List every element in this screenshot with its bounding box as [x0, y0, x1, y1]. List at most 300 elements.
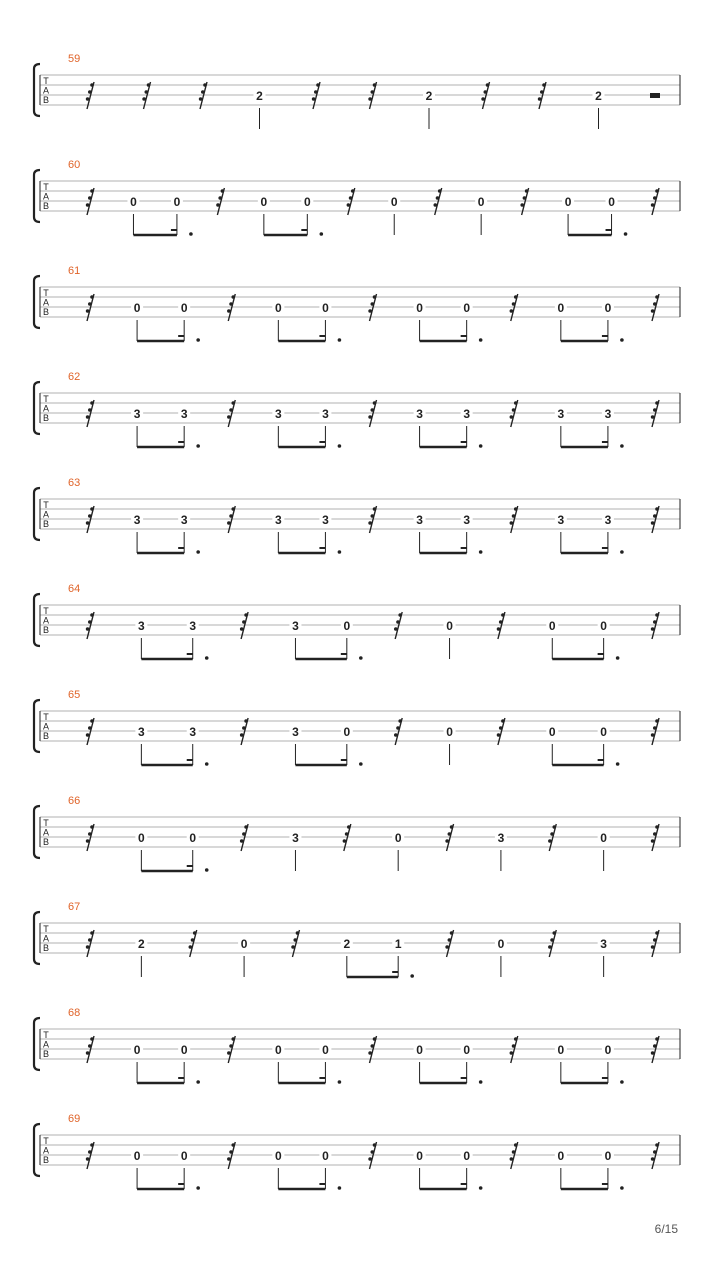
measure-number: 68: [68, 1007, 81, 1019]
rest-flag-dot: [244, 719, 248, 723]
fret-number: 0: [133, 1149, 141, 1163]
rest-flag-dot: [296, 931, 300, 935]
fret-number: 2: [256, 89, 263, 103]
rest-flag-dot: [651, 945, 655, 949]
rest-flag-dot: [229, 514, 233, 518]
measure-number: 64: [68, 583, 81, 595]
rest-flag-dot: [653, 1150, 657, 1154]
fret-number: 0: [446, 725, 453, 739]
system-bracket: [34, 806, 40, 858]
rest-flag-dot: [314, 90, 318, 94]
rest-flag-dot: [368, 415, 372, 419]
fret-number: 0: [548, 619, 556, 633]
rest-flag-dot: [497, 627, 501, 631]
fret-number: 0: [497, 937, 505, 951]
rest-flag-dot: [655, 719, 659, 723]
fret-number: 0: [274, 301, 282, 315]
tab-clef-letter: A: [42, 827, 50, 838]
rest-flag-dot: [450, 931, 454, 935]
rest-flag-dot: [510, 1157, 514, 1161]
rest-flag-dot: [394, 733, 398, 737]
rest-flag-dot: [499, 620, 503, 624]
rest-flag-dot: [512, 1044, 516, 1048]
tab-clef-letter: B: [42, 519, 50, 529]
fret-number: 0: [557, 1149, 565, 1163]
rest-flag-dot: [371, 514, 375, 518]
rest-flag-dot: [653, 726, 657, 730]
fret-number: 0: [260, 195, 268, 209]
fret-number: 0: [463, 1149, 471, 1163]
rest-flag-dot: [481, 97, 485, 101]
fret-number: 1: [394, 937, 402, 951]
rest-flag-dot: [349, 196, 353, 200]
fret-number: 0: [180, 1043, 188, 1057]
rest-flag-dot: [368, 1157, 372, 1161]
rest-flag-dot: [371, 408, 375, 412]
duration-dot: [624, 232, 628, 236]
rest-flag-dot: [199, 97, 203, 101]
duration-dot: [338, 338, 342, 342]
duration-dot: [189, 232, 193, 236]
tab-clef-letter: T: [43, 288, 49, 298]
fret-number: 3: [189, 619, 197, 633]
rest-flag-dot: [653, 1044, 657, 1048]
rest-flag-dot: [88, 196, 92, 200]
system-bracket: [34, 700, 40, 752]
rest-flag-dot: [371, 90, 375, 94]
rest-flag-dot: [88, 620, 92, 624]
tab-clef-letter: A: [42, 933, 50, 944]
rest-flag-dot: [221, 189, 225, 193]
tab-clef-letter: B: [42, 307, 50, 317]
rest-flag-dot: [231, 295, 235, 299]
fret-number: 3: [604, 513, 612, 527]
rest-flag-dot: [227, 1051, 231, 1055]
rest-flag-dot: [398, 719, 402, 723]
rest-flag-dot: [514, 507, 518, 511]
rest-flag-dot: [345, 832, 349, 836]
fret-number: 0: [564, 195, 572, 209]
rest-flag-dot: [88, 302, 92, 306]
rest-flag-dot: [445, 839, 449, 843]
rest-flag-dot: [201, 90, 205, 94]
rest-flag-dot: [227, 309, 231, 313]
fret-number: 0: [180, 301, 188, 315]
fret-number: 3: [292, 619, 299, 633]
system-bracket: [34, 276, 40, 328]
measure-number: 67: [68, 901, 81, 913]
rest-flag-dot: [90, 189, 94, 193]
rest-flag-dot: [373, 1037, 377, 1041]
rest-flag-dot: [394, 627, 398, 631]
rest-flag-dot: [88, 514, 92, 518]
tab-clef-letter: B: [42, 625, 50, 635]
measure-number: 69: [68, 1113, 81, 1125]
measure-number: 61: [68, 265, 81, 277]
rest-flag-dot: [548, 839, 552, 843]
duration-dot: [338, 550, 342, 554]
rest-flag-dot: [497, 733, 501, 737]
duration-dot: [196, 338, 200, 342]
rest-flag-dot: [501, 613, 505, 617]
rest-flag-dot: [651, 733, 655, 737]
system-bracket: [34, 594, 40, 646]
fret-number: 0: [604, 301, 612, 315]
rest-flag-dot: [368, 97, 372, 101]
fret-number: 2: [138, 937, 145, 951]
fret-number: 0: [133, 1043, 141, 1057]
fret-number: 3: [138, 619, 145, 633]
rest-flag-dot: [653, 196, 657, 200]
page-number: 6/15: [654, 1222, 678, 1236]
rest-flag-dot: [347, 203, 351, 207]
tab-clef-letter: B: [42, 837, 50, 847]
rest-flag-dot: [88, 832, 92, 836]
fret-number: 3: [292, 725, 299, 739]
rest-flag-dot: [653, 408, 657, 412]
rest-flag-dot: [398, 613, 402, 617]
rest-flag-dot: [499, 726, 503, 730]
fret-number: 3: [463, 407, 471, 421]
rest-flag-dot: [436, 196, 440, 200]
rest-flag-dot: [229, 302, 233, 306]
rest-flag-dot: [242, 620, 246, 624]
rest-flag-dot: [231, 401, 235, 405]
rest-flag-dot: [514, 401, 518, 405]
rest-flag-dot: [510, 309, 514, 313]
fret-number: 0: [322, 301, 329, 315]
fret-number: 3: [557, 407, 565, 421]
rest-flag-dot: [655, 613, 659, 617]
fret-number: 0: [343, 619, 351, 633]
rest-flag-dot: [227, 415, 231, 419]
tab-clef-letter: B: [42, 731, 50, 741]
rest-flag-dot: [373, 401, 377, 405]
rest-flag-dot: [501, 719, 505, 723]
duration-dot: [359, 656, 363, 660]
fret-number: 3: [497, 831, 505, 845]
fret-number: 2: [595, 89, 602, 103]
tab-clef-letter: T: [43, 182, 49, 192]
rest-flag-dot: [242, 832, 246, 836]
tab-clef-letter: B: [42, 1049, 50, 1059]
rest-flag-dot: [373, 295, 377, 299]
fret-number: 0: [604, 1043, 612, 1057]
tab-clef-letter: A: [42, 1145, 50, 1156]
rest-flag-dot: [347, 825, 351, 829]
tab-clef-letter: B: [42, 201, 50, 211]
rest-flag-dot: [368, 309, 372, 313]
measure-number: 62: [68, 371, 81, 383]
rest-flag-dot: [90, 1037, 94, 1041]
rest-flag-dot: [293, 938, 297, 942]
rest-flag-dot: [343, 839, 347, 843]
duration-dot: [620, 550, 624, 554]
rest-flag-dot: [90, 401, 94, 405]
fret-number: 0: [463, 1043, 471, 1057]
rest-flag-dot: [90, 295, 94, 299]
fret-number: 2: [343, 937, 351, 951]
rest-flag-dot: [88, 1044, 92, 1048]
rest-flag-dot: [548, 945, 552, 949]
rest-flag-dot: [653, 302, 657, 306]
measure-number: 60: [68, 159, 81, 171]
duration-dot: [616, 762, 620, 766]
duration-dot: [620, 1186, 624, 1190]
fret-number: 0: [322, 1043, 329, 1057]
fret-number: 3: [180, 513, 188, 527]
tab-clef-letter: A: [42, 191, 50, 202]
duration-dot: [196, 1186, 200, 1190]
rest-flag-dot: [86, 627, 90, 631]
rest-flag-dot: [193, 931, 197, 935]
fret-number: 0: [548, 725, 556, 739]
duration-dot: [359, 762, 363, 766]
duration-dot: [205, 656, 209, 660]
rest-flag-dot: [538, 97, 542, 101]
rest-flag-dot: [651, 415, 655, 419]
fret-number: 0: [390, 195, 398, 209]
fret-number: 0: [322, 1149, 329, 1163]
rest-flag-dot: [655, 295, 659, 299]
fret-number: 0: [274, 1149, 282, 1163]
rest-flag-dot: [512, 1150, 516, 1154]
fret-number: 0: [394, 831, 402, 845]
fret-number: 0: [557, 301, 565, 315]
measure-number: 63: [68, 477, 81, 489]
rest-flag-dot: [368, 521, 372, 525]
rest-flag-dot: [203, 83, 207, 87]
rest-flag-dot: [655, 1143, 659, 1147]
duration-dot: [479, 1080, 483, 1084]
duration-dot: [338, 1080, 342, 1084]
rest-flag-dot: [651, 839, 655, 843]
rest-flag-dot: [655, 507, 659, 511]
fret-number: 3: [322, 407, 329, 421]
rest-flag-dot: [229, 408, 233, 412]
rest-flag-dot: [651, 1157, 655, 1161]
duration-dot: [196, 550, 200, 554]
rest-flag-dot: [86, 839, 90, 843]
rest-flag-dot: [655, 189, 659, 193]
rest-flag-dot: [514, 295, 518, 299]
fret-number: 3: [274, 513, 282, 527]
rest-flag-dot: [142, 97, 146, 101]
duration-dot: [616, 656, 620, 660]
tab-clef-letter: A: [42, 297, 50, 308]
rest-flag-dot: [312, 97, 316, 101]
tab-clef-letter: B: [42, 943, 50, 953]
fret-number: 0: [416, 1043, 423, 1057]
rest-flag-dot: [655, 825, 659, 829]
rest-flag-dot: [445, 945, 449, 949]
duration-dot: [479, 444, 483, 448]
rest-flag-dot: [88, 938, 92, 942]
fret-number: 2: [425, 89, 433, 103]
fret-number: 3: [416, 407, 423, 421]
system-bracket: [34, 382, 40, 434]
rest-flag-dot: [86, 415, 90, 419]
fret-number: 0: [303, 195, 311, 209]
rest-flag-dot: [510, 1051, 514, 1055]
fret-number: 3: [180, 407, 188, 421]
rest-flag-dot: [86, 203, 90, 207]
duration-dot: [338, 1186, 342, 1190]
tab-clef-letter: T: [43, 394, 49, 404]
rest-flag-dot: [373, 83, 377, 87]
rest-flag-dot: [229, 1150, 233, 1154]
duration-dot: [410, 974, 414, 978]
rest-flag-dot: [231, 1037, 235, 1041]
rest-flag-dot: [86, 309, 90, 313]
fret-number: 0: [446, 619, 453, 633]
rest-flag-dot: [653, 514, 657, 518]
duration-dot: [205, 762, 209, 766]
rest-flag-dot: [514, 1037, 518, 1041]
rest-flag-dot: [448, 938, 452, 942]
rest-flag-dot: [540, 90, 544, 94]
rest-flag-dot: [90, 825, 94, 829]
rest-flag-dot: [244, 613, 248, 617]
rest-flag-dot: [90, 1143, 94, 1147]
rest-flag-dot: [484, 90, 488, 94]
fret-number: 3: [133, 513, 141, 527]
rest-flag-dot: [86, 1051, 90, 1055]
rest-flag-dot: [88, 726, 92, 730]
rest-flag-dot: [240, 733, 244, 737]
tab-clef-letter: T: [43, 606, 49, 616]
rest-flag-dot: [655, 931, 659, 935]
tab-clef-letter: A: [42, 721, 50, 732]
fret-number: 3: [274, 407, 282, 421]
fret-number: 0: [189, 831, 197, 845]
rest-flag-dot: [651, 1051, 655, 1055]
fret-number: 0: [133, 301, 141, 315]
duration-dot: [196, 444, 200, 448]
tab-clef-letter: T: [43, 76, 49, 86]
rest-flag-dot: [316, 83, 320, 87]
fret-number: 0: [343, 725, 351, 739]
rest-flag-dot: [542, 83, 546, 87]
rest-flag-dot: [653, 832, 657, 836]
fret-number: 0: [130, 195, 137, 209]
tab-clef-letter: A: [42, 85, 50, 96]
rest-flag-dot: [651, 521, 655, 525]
tab-clef-letter: B: [42, 413, 50, 423]
rest-flag-dot: [90, 613, 94, 617]
rest-flag-dot: [231, 507, 235, 511]
fret-number: 3: [416, 513, 423, 527]
tab-clef-letter: T: [43, 712, 49, 722]
rest-flag-dot: [227, 521, 231, 525]
fret-number: 0: [600, 619, 607, 633]
rest-flag-dot: [651, 203, 655, 207]
rest-flag-dot: [655, 401, 659, 405]
rest-flag-dot: [486, 83, 490, 87]
fret-number: 0: [600, 831, 607, 845]
rest-flag-dot: [351, 189, 355, 193]
rest-flag-dot: [653, 938, 657, 942]
fret-number: 0: [463, 301, 471, 315]
duration-dot: [196, 1080, 200, 1084]
rest-flag-dot: [371, 1044, 375, 1048]
measure-number: 65: [68, 689, 81, 701]
rest-flag-dot: [242, 726, 246, 730]
rest-flag-dot: [291, 945, 295, 949]
measure-number: 66: [68, 795, 81, 807]
rest-flag-dot: [371, 1150, 375, 1154]
tab-clef-letter: T: [43, 1136, 49, 1146]
rest-flag-dot: [90, 83, 94, 87]
rest-flag-dot: [86, 521, 90, 525]
rest-flag-dot: [450, 825, 454, 829]
rest-flag-dot: [88, 1150, 92, 1154]
fret-number: 3: [604, 407, 612, 421]
fret-number: 3: [292, 831, 299, 845]
rest-flag-dot: [216, 203, 220, 207]
duration-dot: [338, 444, 342, 448]
tab-clef-letter: T: [43, 1030, 49, 1040]
duration-dot: [620, 338, 624, 342]
fret-number: 3: [133, 407, 141, 421]
rest-flag-dot: [651, 627, 655, 631]
system-bracket: [34, 488, 40, 540]
tab-clef-letter: B: [42, 95, 50, 105]
rest-flag-dot: [229, 1044, 233, 1048]
rest-flag-dot: [550, 938, 554, 942]
rest-flag-dot: [514, 1143, 518, 1147]
fret-number: 0: [173, 195, 181, 209]
tab-clef-letter: T: [43, 924, 49, 934]
rest-flag-dot: [396, 620, 400, 624]
tab-clef-letter: B: [42, 1155, 50, 1165]
fret-number: 3: [138, 725, 145, 739]
rest-flag-dot: [189, 945, 193, 949]
rest-flag-dot: [396, 726, 400, 730]
system-bracket: [34, 170, 40, 222]
fret-number: 0: [608, 195, 615, 209]
tab-clef-letter: A: [42, 509, 50, 520]
tab-clef-letter: A: [42, 1039, 50, 1050]
rest-flag-dot: [90, 719, 94, 723]
fret-number: 0: [416, 1149, 423, 1163]
rest-flag-dot: [552, 931, 556, 935]
rest-flag-dot: [86, 97, 90, 101]
rest-flag-dot: [90, 507, 94, 511]
fret-number: 3: [322, 513, 329, 527]
fret-number: 0: [604, 1149, 612, 1163]
rest-flag-dot: [523, 196, 527, 200]
rest-flag-dot: [88, 90, 92, 94]
rest-flag-dot: [512, 302, 516, 306]
rest-flag-dot: [512, 408, 516, 412]
rest-flag-dot: [145, 90, 149, 94]
fret-number: 3: [463, 513, 471, 527]
fret-number: 0: [477, 195, 485, 209]
system-bracket: [34, 1124, 40, 1176]
rest-flag-dot: [510, 415, 514, 419]
duration-dot: [620, 1080, 624, 1084]
rest-flag-dot: [231, 1143, 235, 1147]
duration-dot: [479, 550, 483, 554]
tab-clef-letter: A: [42, 403, 50, 414]
rest-flag-dot: [438, 189, 442, 193]
rest-flag-dot: [651, 309, 655, 313]
rest-flag-dot: [240, 627, 244, 631]
rest-flag-dot: [550, 832, 554, 836]
rest-flag-dot: [525, 189, 529, 193]
system-bracket: [34, 1018, 40, 1070]
